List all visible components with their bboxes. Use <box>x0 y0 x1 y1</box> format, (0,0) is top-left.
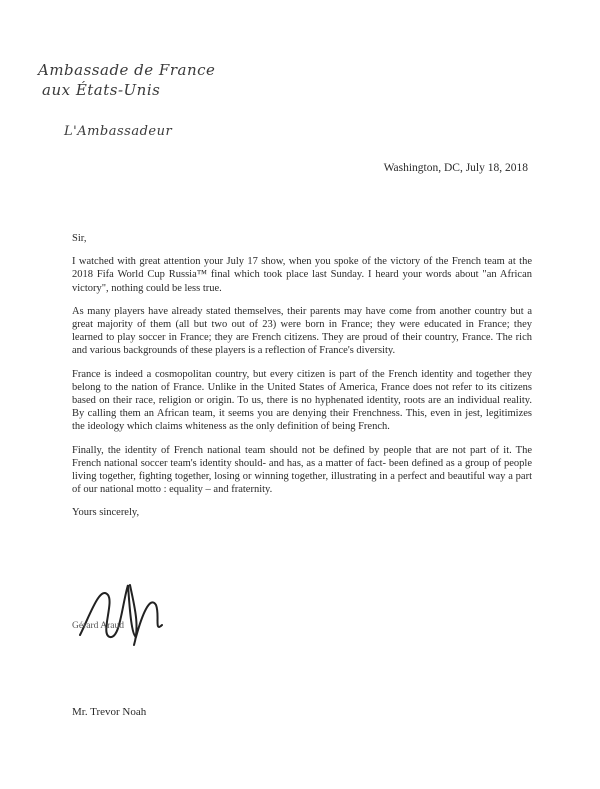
salutation: Sir, <box>72 233 87 244</box>
signature <box>70 575 190 655</box>
letter-body <box>72 232 532 530</box>
letterhead-title: L'Ambassadeur <box>64 124 173 139</box>
paragraph: I watched with great attention your July 17 show, when you spoke of the victory of the French team at the 2018 Fifa World Cup Russia™ final which took place last Sunday. I heard your words about "an African victory", nothing could be less true. <box>72 256 532 294</box>
letterhead <box>38 60 215 142</box>
letterhead-country: aux États-Unis <box>42 81 161 99</box>
paragraph: As many players have already stated themselves, their parents may have come from another country but a great majority of them (all but two out of 23) were born in France; they were educated in France; they learned to play soccer in France; they are French citizens. They are proud of their country, France. The rich and various backgrounds of these players is a reflection of France's diversity. <box>72 305 532 357</box>
recipient: Mr. Trevor Noah <box>72 706 147 718</box>
paragraph: France is indeed a cosmopolitan country, but every citizen is part of the French identity and together they belong to the nation of France. Unlike in the United States of America, France does not refer to its citizens based on their race, religion or origin. To us, there is no hyphenated identity, roots are an individual reality. By calling them an African team, it seems you are denying their Frenchness. This, even in jest, legitimizes the ideology which claims whiteness as the only definition of being French. <box>72 368 532 433</box>
letterhead-embassy: Ambassade de France <box>38 61 216 79</box>
paragraph: Finally, the identity of French national team should not be defined by people that are not part of it. The French national soccer team's identity should- and has, as a matter of fact- been defined as a group of people living together, fighting together, losing or winning together, illustrating in a perfect and beautiful way a part of our national motto : equality – and fraternity. <box>72 444 532 496</box>
closing: Yours sincerely, <box>72 507 140 519</box>
signatory-name: Gérard Araud <box>72 621 124 631</box>
letter-date: Washington, DC, July 18, 2018 <box>383 162 528 174</box>
